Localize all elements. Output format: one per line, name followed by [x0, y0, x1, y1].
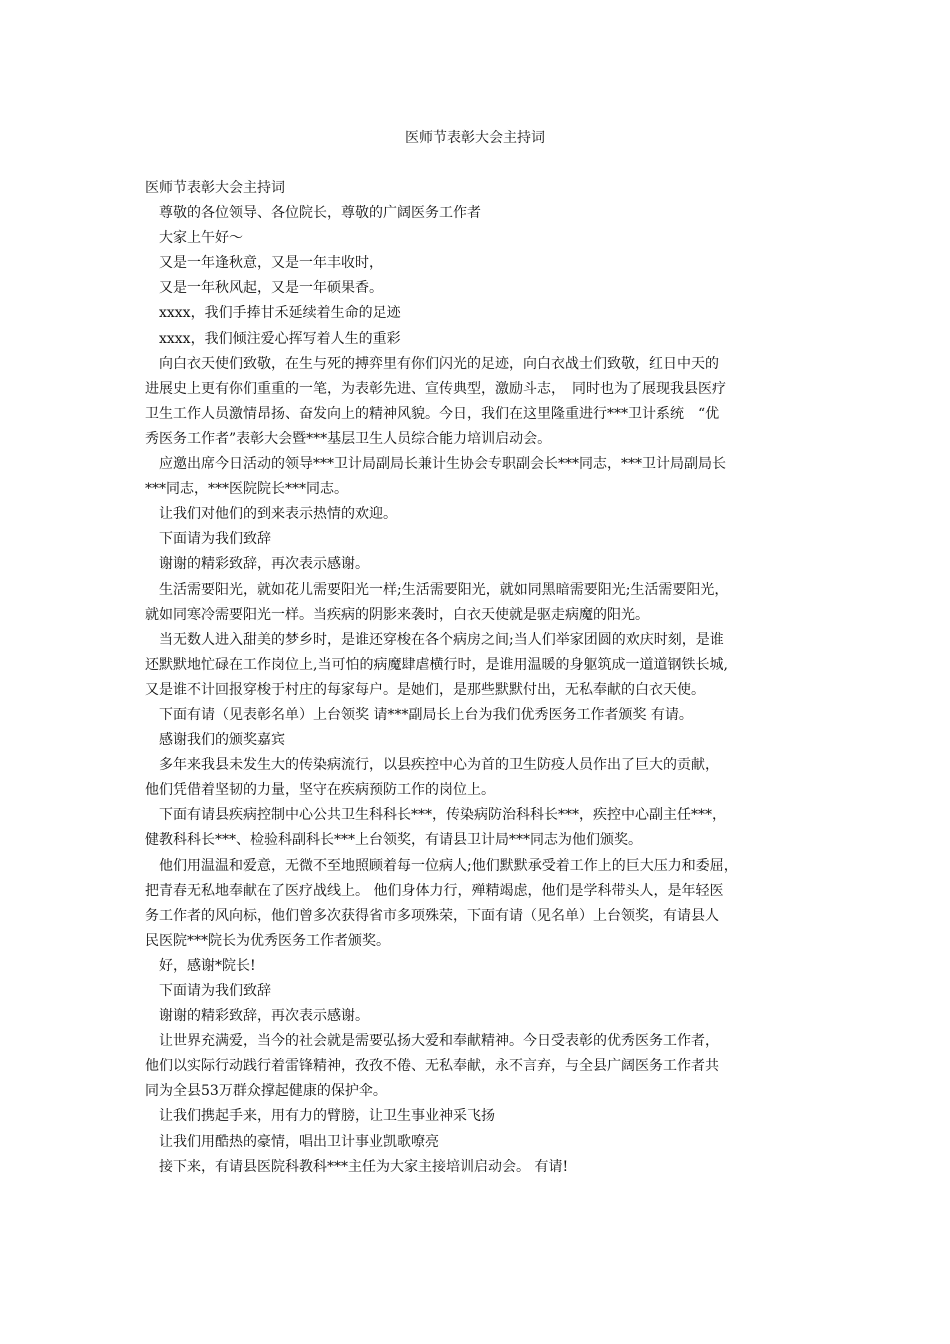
paragraph-line: 下面有请（见表彰名单）上台领奖 请***副局长上台为我们优秀医务工作者颁奖 有请。 — [145, 706, 693, 723]
paragraph-line: 卫生工作人员激情昂扬、奋发向上的精神风貌。今日，我们在这里隆重进行***卫计系统 “优 — [145, 405, 720, 422]
paragraph-line: 他们以实际行动践行着雷锋精神，孜孜不倦、无私奉献，永不言弃，与全县广阔医务工作者共 — [145, 1058, 719, 1075]
paragraph-line: 谢谢的精彩致辞，再次表示感谢。 — [145, 1008, 369, 1025]
paragraph-line: 接下来，有请县医院科教科***主任为大家主接培训启动会。 有请! — [145, 1158, 569, 1175]
paragraph-line: 生活需要阳光，就如花儿需要阳光一样;生活需要阳光，就如同黑暗需要阳光;生活需要阳光， — [145, 581, 729, 598]
paragraph-line: 又是谁不计回报穿梭于村庄的每家每户。是她们，是那些默默付出，无私奉献的白衣天使。 — [145, 681, 705, 698]
paragraph-line: 让我们对他们的到来表示热情的欢迎。 — [145, 506, 397, 523]
paragraph-line: 让我们携起手来，用有力的臂膀，让卫生事业神采飞扬 — [145, 1108, 495, 1125]
paragraph-line: 感谢我们的颁奖嘉宾 — [145, 732, 285, 749]
paragraph-line: 让我们用酷热的豪情，唱出卫计事业凯歌嘹亮 — [145, 1133, 439, 1150]
paragraph-line: 好，感谢*院长! — [145, 957, 256, 974]
paragraph-line: ***同志，***医院院长***同志。 — [145, 481, 348, 498]
paragraph-line: 秀医务工作者”表彰大会暨***基层卫生人员综合能力培训启动会。 — [145, 430, 552, 447]
paragraph-line: 还默默地忙碌在工作岗位上,当可怕的病魔肆虐横行时，是谁用温暖的身躯筑成一道道钢铁长城, — [145, 656, 728, 673]
paragraph-line: 他们凭借着坚韧的力量，坚守在疾病预防工作的岗位上。 — [145, 782, 495, 799]
paragraph-line: xxxx，我们手捧甘禾延续着生命的足迹 — [145, 305, 401, 322]
document-title: 医师节表彰大会主持词 — [405, 130, 545, 146]
paragraph-line: 下面请为我们致辞 — [145, 983, 271, 999]
paragraph-line: 应邀出席今日活动的领导***卫计局副局长兼计生协会专职副会长***同志，***卫计局副局长 — [145, 456, 726, 473]
paragraph-line: 健教科科长***、检验科副科长***上台领奖，有请县卫计局***同志为他们颁奖。 — [145, 832, 642, 849]
paragraph-line: 当无数人进入甜美的梦乡时，是谁还穿梭在各个病房之间;当人们举家团圆的欢庆时刻，是谁 — [145, 631, 724, 648]
paragraph-line: 务工作者的风向标，他们曾多次获得省市多项殊荣，下面有请（见名单）上台领奖，有请县人 — [145, 907, 719, 924]
document-body — [145, 176, 815, 1180]
paragraph-line: 民医院***院长为优秀医务工作者颁奖。 — [145, 932, 390, 949]
paragraph-line: 下面有请县疾病控制中心公共卫生科科长***，传染病防治科科长***，疾控中心副主任***， — [145, 807, 726, 824]
paragraph-line: 又是一年逢秋意，又是一年丰收时， — [145, 255, 383, 272]
paragraph-line: 就如同寒冷需要阳光一样。当疾病的阴影来袭时，白衣天使就是驱走病魔的阳光。 — [145, 606, 649, 623]
paragraph-line: 谢谢的精彩致辞，再次表示感谢。 — [145, 556, 369, 573]
paragraph-line: 他们用温温和爱意，无微不至地照顾着每一位病人;他们默默承受着工作上的巨大压力和委屈， — [145, 857, 738, 874]
paragraph-line: 下面请为我们致辞 — [145, 531, 271, 548]
paragraph-line: 医师节表彰大会主持词 — [145, 180, 285, 196]
paragraph-line: 进展史上更有你们重重的一笔，为表彰先进、宣传典型，激励斗志， 同时也为了展现我县医疗 — [145, 380, 726, 397]
paragraph-line: 把青春无私地奉献在了医疗战线上。 他们身体力行，殚精竭虑，他们是学科带头人，是年轻医 — [145, 882, 724, 899]
paragraph-line: 多年来我县未发生大的传染病流行，以县疾控中心为首的卫生防疫人员作出了巨大的贡献， — [145, 757, 719, 774]
paragraph-line: 大家上午好～ — [145, 230, 243, 247]
paragraph-line: 向白衣天使们致敬，在生与死的搏弈里有你们闪光的足迹，向白衣战士们致敬，红日中天的 — [145, 355, 719, 372]
paragraph-line: 尊敬的各位领导、各位院长，尊敬的广阔医务工作者 — [145, 205, 481, 222]
paragraph-line: 又是一年秋风起，又是一年硕果香。 — [145, 280, 383, 297]
paragraph-line: 让世界充满爱，当今的社会就是需要弘扬大爱和奉献精神。今日受表彰的优秀医务工作者， — [145, 1033, 719, 1050]
paragraph-line: 同为全县53万群众撑起健康的保护伞。 — [145, 1083, 387, 1100]
paragraph-line: xxxx，我们倾注爱心挥写着人生的重彩 — [145, 330, 401, 347]
